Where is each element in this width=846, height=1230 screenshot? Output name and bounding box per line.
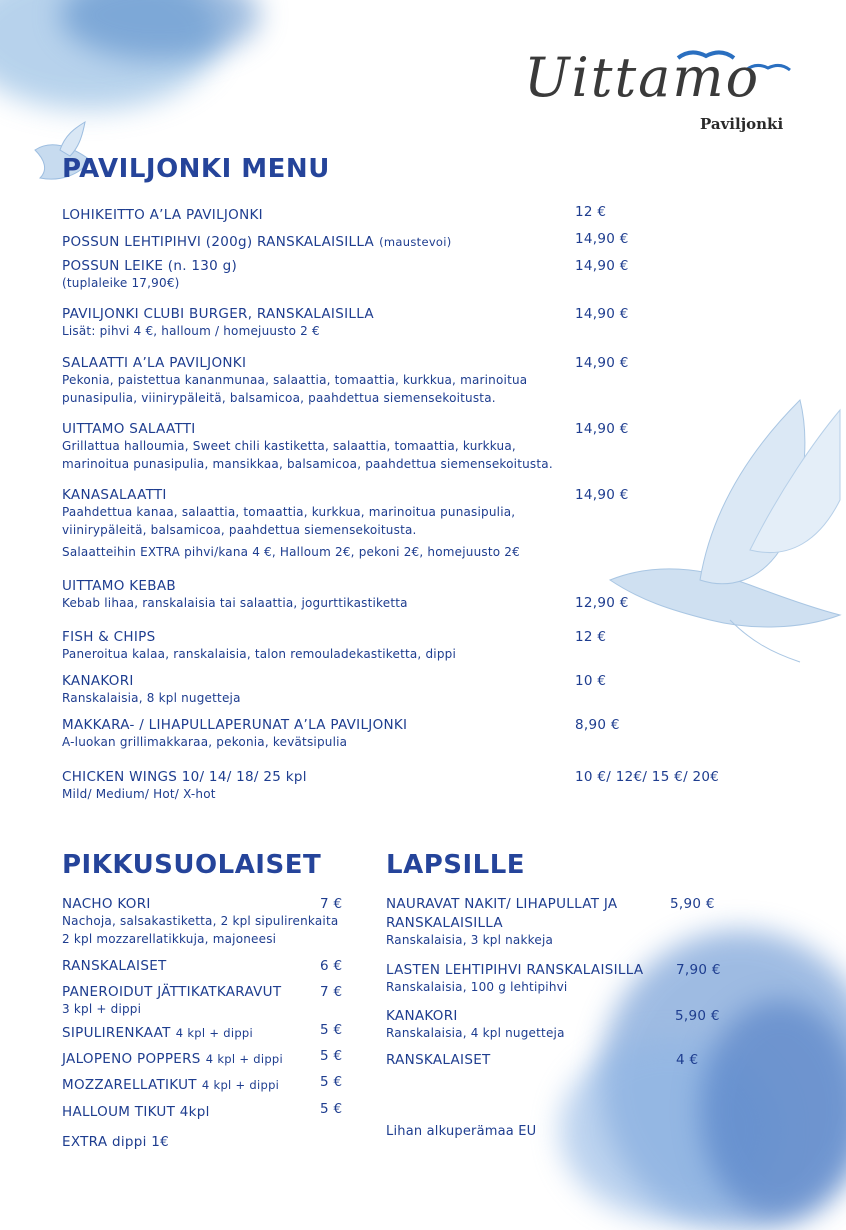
snack-item — [62, 896, 352, 948]
item-name: NAURAVAT NAKIT/ LIHAPULLAT JA — [386, 896, 618, 912]
snack-item — [62, 1022, 352, 1041]
item-price: 5 € — [320, 1101, 343, 1117]
item-price: 7,90 € — [676, 962, 721, 978]
kids-title: LAPSILLE — [386, 850, 526, 880]
item-price: 4 € — [676, 1052, 699, 1068]
item-price: 5 € — [320, 1048, 343, 1064]
item-note: 4 kpl + dippi — [201, 1078, 280, 1092]
item-name: POSSUN LEHTIPIHVI (200g) RANSKALAISILLA — [62, 234, 375, 250]
item-price: 5 € — [320, 1074, 343, 1090]
item-desc: Mild/ Medium/ Hot/ X-hot — [62, 787, 216, 801]
item-note: (maustevoi) — [379, 235, 452, 249]
menu-item — [62, 578, 742, 612]
item-price: 8,90 € — [575, 717, 620, 733]
item-desc: Lisät: pihvi 4 €, halloum / homejuusto 2 € — [62, 324, 320, 338]
item-name: RANSKALAISILLA — [386, 915, 503, 931]
item-price: 14,90 € — [575, 487, 629, 503]
menu-item — [62, 306, 742, 340]
menu-item — [62, 421, 742, 473]
item-name: KANAKORI — [386, 1008, 458, 1024]
item-price: 7 € — [320, 896, 343, 912]
item-name: HALLOUM TIKUT 4kpl — [62, 1104, 210, 1120]
kids-footer — [386, 1123, 726, 1141]
item-desc: Paahdettua kanaa, salaattia, tomaattia, kurkkua, marinoitua punasipulia, — [62, 505, 516, 519]
item-price: 14,90 € — [575, 258, 629, 274]
item-name: CHICKEN WINGS 10/ 14/ 18/ 25 kpl — [62, 769, 307, 785]
item-name: POSSUN LEIKE (n. 130 g) — [62, 258, 238, 274]
item-price: 14,90 € — [575, 355, 629, 371]
brand-logo: Uittamo — [524, 46, 761, 109]
item-desc: 3 kpl + dippi — [62, 1002, 142, 1016]
item-price: 14,90 € — [575, 306, 629, 322]
item-name: LASTEN LEHTIPIHVI RANSKALAISILLA — [386, 962, 644, 978]
menu-item — [62, 673, 742, 707]
item-price: 14,90 € — [575, 421, 629, 437]
item-desc: A-luokan grillimakkaraa, pekonia, kevätsipulia — [62, 735, 348, 749]
menu-item — [62, 231, 742, 250]
item-name: MOZZARELLATIKUT — [62, 1077, 197, 1093]
kids-item — [386, 962, 726, 996]
item-price: 7 € — [320, 984, 343, 1000]
item-name: SALAATTI A’LA PAVILJONKI — [62, 355, 247, 371]
item-desc: Ranskalaisia, 4 kpl nugetteja — [386, 1026, 565, 1040]
meat-origin-note: Lihan alkuperämaa EU — [386, 1124, 537, 1139]
menu-item — [62, 204, 742, 223]
item-price: 5,90 € — [675, 1008, 720, 1024]
item-price: 5 € — [320, 1022, 343, 1038]
snack-item — [62, 984, 352, 1018]
snack-item — [62, 1101, 352, 1120]
item-price: 5,90 € — [670, 896, 715, 912]
item-desc: Ranskalaisia, 8 kpl nugetteja — [62, 691, 241, 705]
snack-item — [62, 958, 352, 974]
item-name: UITTAMO KEBAB — [62, 578, 176, 594]
brand-subtitle: Paviljonki — [700, 115, 784, 133]
main-menu-title: PAVILJONKI MENU — [62, 154, 330, 184]
item-price: 12 € — [575, 204, 607, 220]
item-name: JALOPENO POPPERS — [62, 1051, 201, 1067]
item-name: RANSKALAISET — [386, 1052, 491, 1068]
item-extra: Salaatteihin EXTRA pihvi/kana 4 €, Halloum 2€, pekoni 2€, homejuusto 2€ — [62, 545, 520, 559]
menu-item — [62, 258, 742, 292]
item-name: PANEROIDUT JÄTTIKATKARAVUT — [62, 984, 282, 1000]
item-name: LOHIKEITTO A’LA PAVILJONKI — [62, 207, 263, 223]
item-name: KANAKORI — [62, 673, 134, 689]
item-name: PAVILJONKI CLUBI BURGER, RANSKALAISILLA — [62, 306, 374, 322]
item-desc: viinirypäleitä, balsamicoa, paahdettua siemensekoitusta. — [62, 523, 417, 537]
menu-item — [62, 487, 742, 561]
snacks-title: PIKKUSUOLAISET — [62, 850, 322, 880]
item-desc: Pekonia, paistettua kananmunaa, salaattia, tomaattia, kurkkua, marinoitua — [62, 373, 528, 387]
item-price: 10 € — [575, 673, 607, 689]
item-desc: 2 kpl mozzarellatikkuja, majoneesi — [62, 932, 277, 946]
item-desc: (tuplaleike 17,90€) — [62, 276, 180, 290]
item-name: NACHO KORI — [62, 896, 151, 912]
item-desc: marinoitua punasipulia, mansikkaa, balsamicoa, paahdettua siemensekoitusta. — [62, 457, 553, 471]
kids-list — [386, 896, 736, 1156]
item-name: FISH & CHIPS — [62, 629, 156, 645]
item-desc: Kebab lihaa, ranskalaisia tai salaattia, jogurttikastiketta — [62, 596, 408, 610]
item-note: 4 kpl + dippi — [175, 1026, 254, 1040]
item-price: 12,90 € — [575, 595, 629, 611]
item-desc: Ranskalaisia, 100 g lehtipihvi — [386, 980, 568, 994]
item-desc: Nachoja, salsakastiketta, 2 kpl sipulirenkaita — [62, 914, 339, 928]
menu-item — [62, 717, 742, 751]
item-desc: Paneroitua kalaa, ranskalaisia, talon remouladekastiketta, dippi — [62, 647, 456, 661]
item-price: 6 € — [320, 958, 343, 974]
kids-item — [386, 1052, 726, 1068]
item-name: SIPULIRENKAAT — [62, 1025, 171, 1041]
item-desc: punasipulia, viinirypäleitä, balsamicoa, paahdettua siemensekoitusta. — [62, 391, 496, 405]
item-desc: Grillattua halloumia, Sweet chili kastiketta, salaattia, tomaattia, kurkkua, — [62, 439, 516, 453]
snacks-list — [62, 896, 362, 1156]
item-price: 12 € — [575, 629, 607, 645]
item-name: MAKKARA- / LIHAPULLAPERUNAT A’LA PAVILJONKI — [62, 717, 408, 733]
snack-item — [62, 1074, 352, 1093]
kids-item — [386, 896, 726, 949]
item-note: 4 kpl + dippi — [205, 1052, 284, 1066]
menu-item — [62, 355, 742, 407]
item-name: UITTAMO SALAATTI — [62, 421, 196, 437]
snacks-footer — [62, 1134, 352, 1150]
extra-dip-note: EXTRA dippi 1€ — [62, 1134, 170, 1150]
menu-item — [62, 629, 742, 663]
kids-item — [386, 1008, 726, 1042]
item-name: KANASALAATTI — [62, 487, 167, 503]
snack-item — [62, 1048, 352, 1067]
item-name: RANSKALAISET — [62, 958, 167, 974]
item-desc: Ranskalaisia, 3 kpl nakkeja — [386, 933, 554, 947]
item-price: 14,90 € — [575, 231, 629, 247]
menu-item — [62, 769, 742, 803]
item-price: 10 €/ 12€/ 15 €/ 20€ — [575, 769, 720, 785]
